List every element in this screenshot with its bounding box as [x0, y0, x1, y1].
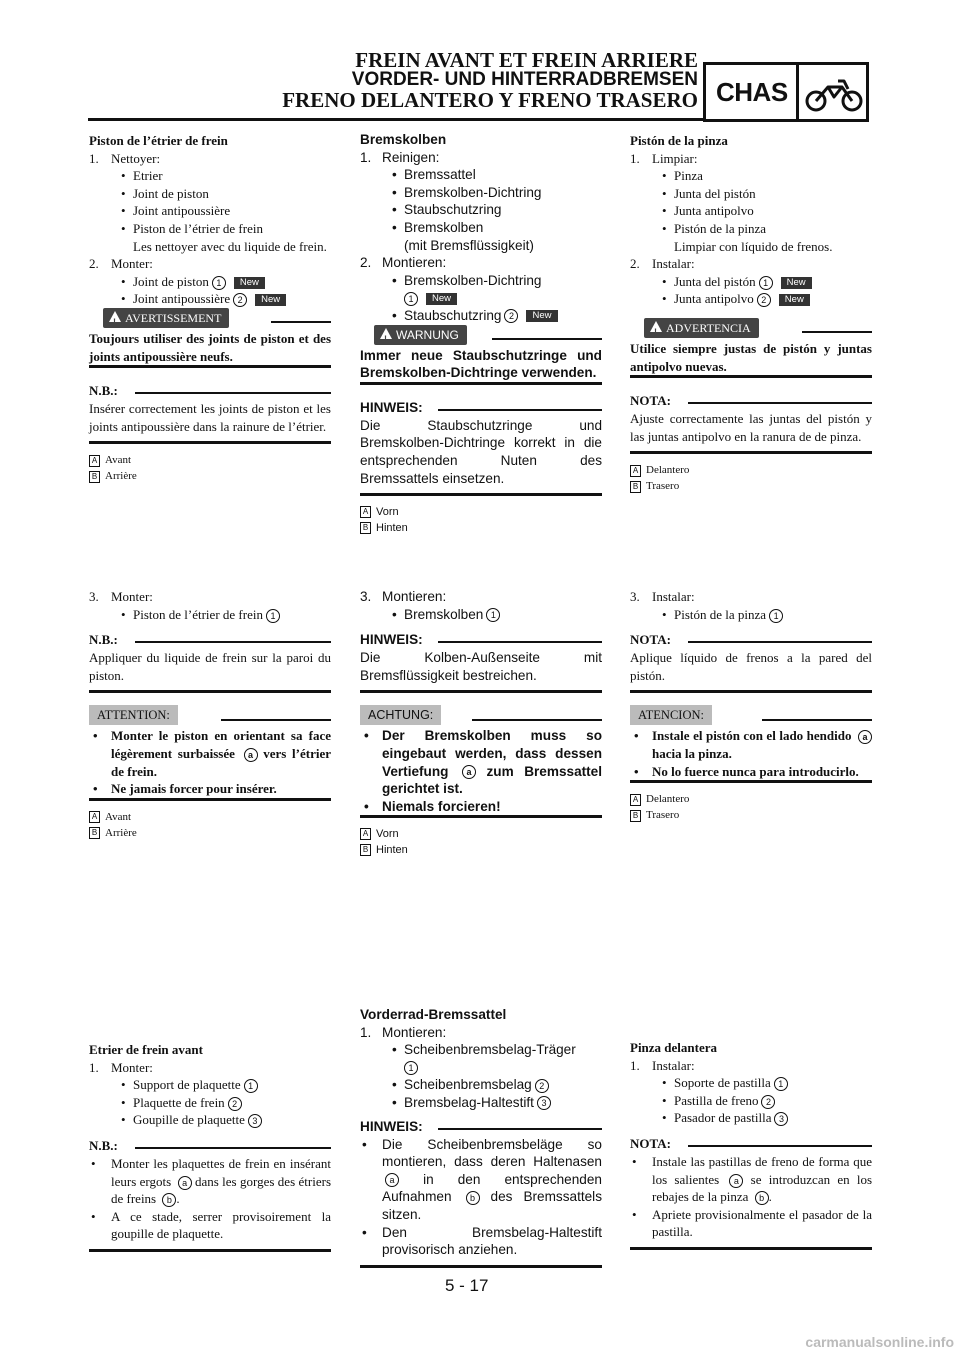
de-note2-heading: HINWEIS: — [360, 631, 602, 649]
fr-caliper-item: • Goupille de plaquette 3 — [89, 1111, 331, 1129]
de-caliper-note-1: • Die Scheibenbremsbeläge so montieren, dass deren Haltenasen a in den entsprechenden Aufnahmen b des Bremssattels sitzen. — [362, 1136, 603, 1222]
column-fr-3 — [89, 1041, 331, 1252]
fr-attention-banner: ATTENTION: — [89, 705, 331, 727]
fr-piston-title: Piston de l’étrier de frein — [89, 133, 228, 148]
fr-install-item: • Joint antipoussière 2 New — [89, 290, 331, 308]
es-step-2: 2. Instalar: — [630, 256, 695, 272]
de-step-1: 1. Reinigen: — [360, 149, 440, 165]
de-step-2: 2. Montieren: — [360, 255, 447, 271]
fr-install-item: • Joint de piston 1 New — [89, 273, 331, 291]
es-caliper-note-heading: NOTA: — [630, 1135, 872, 1153]
header-rule — [88, 118, 705, 121]
es-note-text: Ajuste correctamente las juntas del pistón y las juntas antipolvo en la ranura de de pinza. — [630, 411, 872, 444]
fr-attention-2: • Ne jamais forcer pour insérer. — [93, 781, 277, 797]
badge-divider — [796, 65, 799, 119]
fr-note-text: Insérer correctement les joints de piston et les joints antipoussière dans la rainure de l’étrier. — [89, 401, 331, 434]
new-badge: New — [779, 294, 810, 306]
es-legend2-a: A Delantero — [630, 791, 872, 807]
es-step-3: 3. Instalar: — [630, 589, 695, 604]
es-clean-item: • Pistón de la pinza — [630, 220, 872, 238]
new-badge: New — [526, 310, 557, 322]
fr-note2-text: Appliquer du liquide de frein sur la paroi du piston. — [89, 650, 331, 683]
footer-watermark: carmanualsonline.info — [805, 1334, 954, 1350]
de-install-item: • Bremskolben-Dichtring 1 New — [360, 272, 602, 307]
fr-clean-note: Les nettoyer avec du liquide de frein. — [133, 238, 327, 254]
section-label: CHAS — [716, 77, 788, 107]
es-clean-item: • Junta del pistón — [630, 185, 872, 203]
es-piston-title: Pistón de la pinza — [630, 133, 728, 148]
warning-icon — [109, 311, 121, 322]
column-de-3 — [360, 1006, 602, 1268]
es-clean-item: • Junta antipolvo — [630, 202, 872, 220]
new-badge: New — [426, 293, 457, 305]
fr-caliper-note-heading: N.B.: — [89, 1137, 331, 1155]
fr-caliper-step: 1. Monter: — [89, 1059, 153, 1075]
page-header — [282, 50, 698, 110]
es-caliper-note-2: • Apriete provisionalmente el pasador de la pastilla. — [632, 1206, 872, 1240]
de-note-text: Die Staubschutzringe und Bremskolben-Dichtringe korrekt in die entsprechenden Nuten des Bremssattels einsetzen. — [360, 417, 602, 486]
de-clean-item: • Bremskolben-Dichtring — [360, 184, 602, 202]
es-warning-banner: ! ADVERTENCIA — [630, 318, 872, 340]
page-number: 5 - 17 — [445, 1276, 489, 1295]
de-clean-item: • Bremssattel — [360, 166, 602, 184]
de-clean-item: • Bremskolben — [360, 219, 602, 237]
es-caliper-item: • Soporte de pastilla 1 — [630, 1074, 872, 1092]
es-attention-2: • No lo fuerce nunca para introducirlo. — [634, 763, 859, 779]
fr-step-2: 2. Monter: — [89, 256, 153, 272]
es-attention-1: • Instale el pistón con el lado hendido a hacia la pinza. — [630, 727, 872, 762]
es-install-item: • Junta del pistón 1 New — [630, 273, 872, 291]
fr-legend2-b: B Arrière — [89, 825, 331, 841]
fr-warning-text: Toujours utiliser des joints de piston et des joints antipoussière neufs. — [89, 330, 331, 364]
es-caliper-title: Pinza delantera — [630, 1040, 718, 1055]
es-warning-text: Utilice siempre justas de pistón y juntas antipolvo nuevas. — [630, 340, 872, 374]
fr-caliper-note-2: • A ce stade, serrer provisoirement la goupille de plaquette. — [91, 1208, 331, 1242]
fr-caliper-item: • Support de plaquette 1 — [89, 1076, 331, 1094]
fr-clean-item: • Joint antipoussière — [89, 202, 331, 220]
de-legend-b: B Hinten — [360, 520, 602, 536]
es-legend2-b: B Trasero — [630, 807, 872, 823]
header-title-es: FRENO DELANTERO Y FRENO TRASERO — [282, 88, 698, 112]
de-warning-banner: ! WARNUNG — [360, 325, 602, 347]
es-note-heading: NOTA: — [630, 392, 872, 410]
new-badge: New — [234, 277, 265, 289]
es-clean-note: Limpiar con líquido de frenos. — [674, 238, 833, 254]
fr-legend-b: B Arrière — [89, 468, 331, 484]
column-de-2 — [360, 588, 602, 858]
de-install-item: • Staubschutzring 2 New — [360, 307, 602, 325]
es-caliper-note-1: • Instale las pastillas de freno de forma que los salientes a se introduzcan en los rebajes de la pinza b . — [632, 1153, 873, 1205]
de-attention-1: • Der Bremskolben muss so eingebaut werden, dass dessen Vertiefung a zum Bremssattel gerichtet ist. — [364, 728, 603, 797]
es-install-item: • Junta antipolvo 2 New — [630, 290, 872, 308]
es-step-3-item: • Pistón de la pinza 1 — [630, 606, 872, 624]
es-caliper-item: • Pasador de pastilla 3 — [630, 1109, 872, 1127]
new-badge: New — [781, 277, 812, 289]
de-attention-2: • Niemals forcieren! — [364, 798, 501, 814]
de-caliper-item: • Scheibenbremsbelag-Träger 1 — [360, 1041, 602, 1076]
es-legend-b: B Trasero — [630, 478, 872, 494]
de-step-3-item: • Bremskolben 1 — [360, 606, 602, 624]
fr-caliper-note-1: • Monter les plaquettes de frein en insérant leurs ergots a dans les gorges des étriers de freins b . — [91, 1155, 331, 1207]
column-fr — [89, 132, 331, 484]
de-attention-banner: ACHTUNG: — [360, 705, 602, 727]
de-legend-a: A Vorn — [360, 504, 602, 520]
fr-step-1: 1. Nettoyer: — [89, 150, 161, 166]
motorcycle-icon — [804, 73, 864, 113]
de-legend2-b: B Hinten — [360, 842, 602, 858]
fr-clean-item: • Joint de piston — [89, 185, 331, 203]
es-note2-text: Aplique líquido de frenos a la pared del pistón. — [630, 650, 872, 683]
de-warning-text: Immer neue Staubschutzringe und Bremskolben-Dichtringe verwenden. — [360, 347, 602, 381]
fr-legend2-a: A Avant — [89, 809, 331, 825]
es-step-1: 1. Limpiar: — [630, 150, 698, 166]
header-title-de: VORDER- UND HINTERRADBREMSEN — [351, 69, 698, 90]
fr-caliper-title: Etrier de frein avant — [89, 1042, 203, 1057]
es-attention-banner: ATENCION: — [630, 705, 872, 727]
de-caliper-item: • Bremsbelag-Haltestift 3 — [360, 1094, 602, 1112]
fr-clean-item: • Piston de l’étrier de frein — [89, 220, 331, 238]
de-piston-title: Bremskolben — [360, 132, 447, 147]
es-legend-a: A Delantero — [630, 462, 872, 478]
column-fr-2 — [89, 588, 331, 841]
column-es — [630, 132, 872, 494]
de-clean-note: (mit Bremsflüssigkeit) — [404, 237, 534, 253]
es-caliper-step: 1. Instalar: — [630, 1057, 695, 1073]
fr-note-heading: N.B.: — [89, 382, 331, 400]
new-badge: New — [255, 294, 286, 306]
column-de — [360, 131, 602, 536]
de-caliper-step: 1. Montieren: — [360, 1024, 447, 1040]
fr-legend-a: A Avant — [89, 452, 331, 468]
de-caliper-title: Vorderrad-Bremssattel — [360, 1007, 507, 1022]
fr-note2-heading: N.B.: — [89, 631, 331, 649]
es-caliper-item: • Pastilla de freno 2 — [630, 1092, 872, 1110]
de-caliper-item: • Scheibenbremsbelag 2 — [360, 1076, 602, 1094]
warning-icon — [650, 321, 662, 332]
de-legend2-a: A Vorn — [360, 826, 602, 842]
de-step-3: 3. Montieren: — [360, 589, 447, 604]
de-caliper-note-heading: HINWEIS: — [360, 1118, 602, 1136]
de-caliper-note-2: • Den Bremsbelag-Haltestift provisorisch anziehen. — [362, 1224, 602, 1258]
column-es-3 — [630, 1039, 872, 1250]
de-note2-text: Die Kolben-Außenseite mit Bremsflüssigkeit bestreichen. — [360, 650, 602, 683]
fr-clean-item: • Etrier — [89, 167, 331, 185]
fr-warning-banner: ! AVERTISSEMENT — [89, 308, 331, 330]
es-note2-heading: NOTA: — [630, 631, 872, 649]
warning-icon — [380, 328, 392, 339]
column-es-2 — [630, 588, 872, 823]
de-clean-item: • Staubschutzring — [360, 201, 602, 219]
header-title-fr: FREIN AVANT ET FREIN ARRIERE — [355, 48, 698, 72]
de-note-heading: HINWEIS: — [360, 399, 602, 417]
fr-step-3-item: • Piston de l’étrier de frein 1 — [89, 606, 331, 624]
es-clean-item: • Pinza — [630, 167, 872, 185]
fr-step-3: 3. Monter: — [89, 589, 153, 604]
fr-attention-1: • Monter le piston en orientant sa face légèrement surbaissée a vers l’étrier de frein. — [93, 728, 331, 779]
section-badge — [703, 62, 869, 122]
fr-caliper-item: • Plaquette de frein 2 — [89, 1094, 331, 1112]
